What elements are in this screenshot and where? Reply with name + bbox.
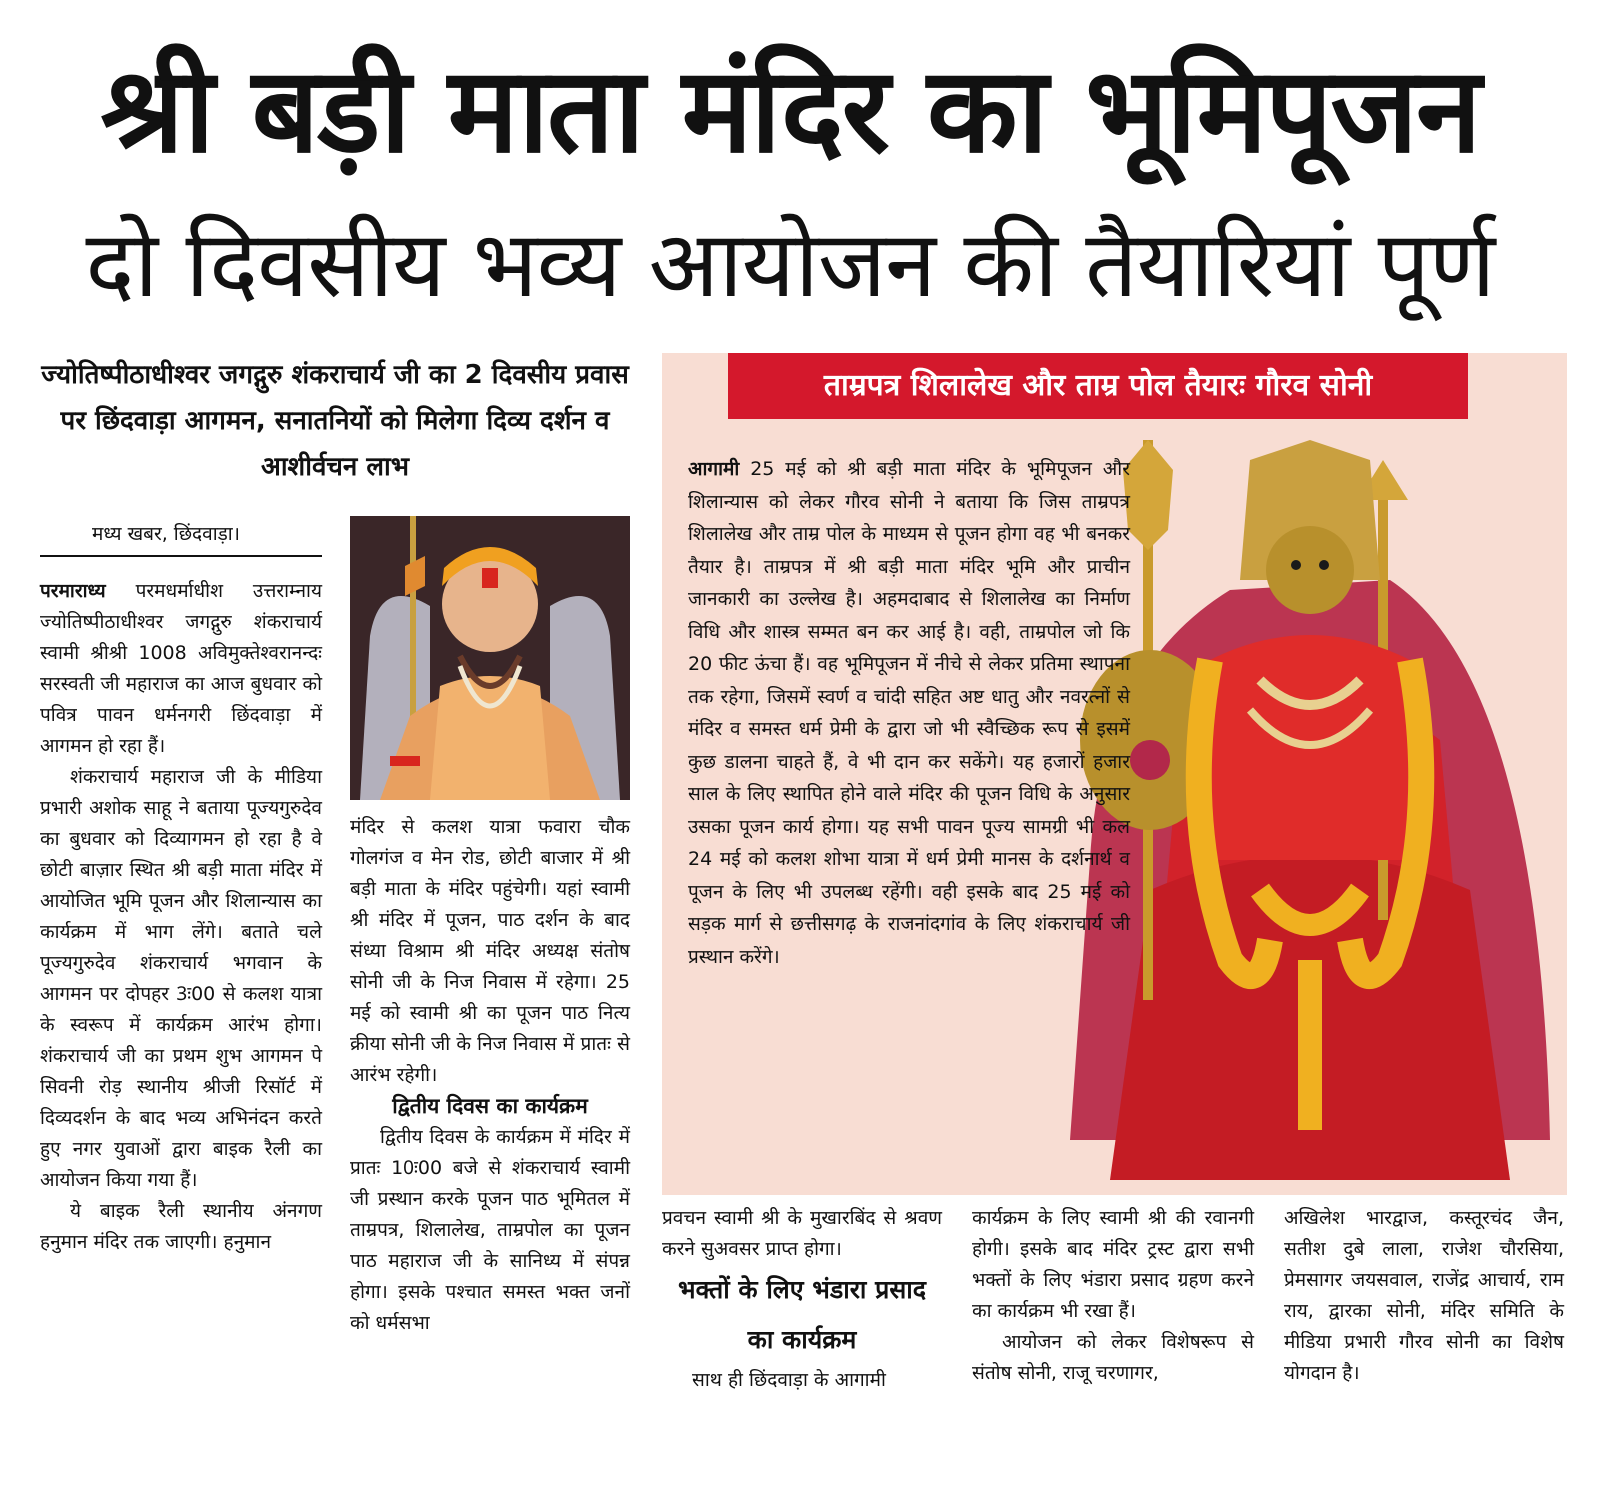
lead-word: परमाराध्य	[40, 580, 106, 602]
article-column-3	[662, 1203, 942, 1396]
section-subtitle: द्वितीय दिवस का कार्यक्रम	[392, 1094, 588, 1118]
paragraph: अखिलेश भारद्वाज, कस्तूरचंद जैन, सतीश दुबे लाला, राजेश चौरसिया, प्रेमसागर जयसवाल, राजेंद्र आचार्य, राम राय, द्वारका सोनी, मंदिर समिति के मीडिया प्रभारी गौरव सोनी का विशेष योगदान है।	[1284, 1207, 1564, 1384]
paragraph	[40, 576, 322, 762]
article-column-2	[350, 812, 630, 1339]
secondary-headline: दो दिवसीय भव्य आयोजन की तैयारियां पूर्ण	[85, 211, 1495, 318]
dateline-rule	[40, 555, 322, 557]
sidebar-banner: ताम्रपत्र शिलालेख और ताम्र पोल तैयारः गौरव सोनी	[728, 353, 1468, 419]
subheadline: ज्योतिष्पीठाधीश्वर जगद्गुरु शंकराचार्य जी का 2 दिवसीय प्रवास पर छिंदवाड़ा आगमन, सनातनियों को मिलेगा दिव्य दर्शन व आशीर्वचन लाभ	[41, 360, 629, 482]
paragraph: प्रवचन स्वामी श्री के मुखारबिंद से श्रवण करने सुअवसर प्राप्त होगा।	[662, 1207, 942, 1260]
paragraph: द्वितीय दिवस के कार्यक्रम में मंदिर में प्रातः 10ः00 बजे से शंकराचार्य स्वामी जी प्रस्थान करके पूजन पाठ भूमितल में ताम्रपत्र, शिलालेख, ताम्रपोल का पूजन पाठ महाराज जी के सानिध्य में संपन्न होगा। इसके पश्चात समस्त भक्त जनों को धर्मसभा	[350, 1126, 630, 1334]
paragraph: मंदिर से कलश यात्रा फवारा चौक गोलगंज व मेन रोड, छोटी बाजार में श्री बड़ी माता के मंदिर पहुंचेगी। यहां स्वामी श्री मंदिर में पूजन, पाठ दर्शन के बाद संध्या विश्राम श्री मंदिर अध्यक्ष संतोष सोनी जी के निज निवास में रहेगा। 25 मई को स्वामी श्री का पूजन पाठ नित्य क्रीया सोनी जी के निज निवास में प्रातः से आरंभ रहेगी।	[350, 816, 630, 1086]
section-subtitle: भक्तों के लिए भंडारा प्रसाद का कार्यक्रम	[678, 1275, 926, 1354]
paragraph	[688, 453, 1130, 973]
paragraph: साथ ही छिंदवाड़ा के आगामी	[692, 1369, 886, 1391]
shankaracharya-photo	[350, 516, 630, 800]
paragraph: शंकराचार्य महाराज जी के मीडिया प्रभारी अशोक साहू ने बताया पूज्यगुरुदेव का बुधवार को दिव्यागमन हो रहा है वे छोटी बाज़ार स्थित श्री बड़ी माता मंदिर में आयोजित भूमि पूजन और शिलान्यास का कार्यक्रम में भाग लेंगे। बताते चले पूज्यगुरुदेव शंकराचार्य भगवान के आगमन पर दोपहर 3ः00 से कलश यात्रा के स्वरूप में कार्यक्रम आरंभ होगा। शंकराचार्य जी का प्रथम शुभ आगमन पे सिवनी रोड़ स्थानीय श्रीजी रिसॉर्ट में दिव्यदर्शन के बाद भव्य अभिनंदन करते हुए नगर युवाओं द्वारा बाइक रैली का आयोजन किया गया हैं।	[40, 766, 322, 1191]
shankaracharya-illustration	[350, 516, 630, 800]
lead-word: आगामी	[688, 458, 740, 480]
paragraph-text: 25 मई को श्री बड़ी माता मंदिर के भूमिपूजन और शिलान्यास को लेकर गौरव सोनी ने बताया कि जिस ताम्रपत्र शिलालेख और ताम्र पोल के माध्यम से पूजन होगा वह भी बनकर तैयार है। ताम्रपत्र में श्री बड़ी माता मंदिर भूमि और प्राचीन जानकारी का उल्लेख है। अहमदाबाद से शिलालेख का निर्माण विधि और शास्त्र सम्मत बन कर आई है। वही, ताम्रपोल जो कि 20 फीट ऊंचा हैं। वह भूमिपूजन में नीचे से लेकर प्रतिमा स्थापना तक रहेगा, जिसमें स्वर्ण व चांदी सहित अष्ट धातु और नवरत्नों से मंदिर व समस्त धर्म प्रेमी के द्वारा जो भी स्वैच्छिक रूप से इसमें कुछ डालना चाहते हैं, वे भी दान कर सकेंगे। यह हजारों हजार साल के लिए स्थापित होने वाले मंदिर की पूजन विधि के अनुसार उसका पूजन कार्य होगा। यह सभी पावन पूज्य सामग्री भी कल 24 मई को कलश शोभा यात्रा में धर्म प्रेमी मानस के दर्शनार्थ व पूजन के लिए भी उपलब्ध रहेंगी। वही इसके बाद 25 मई को सड़क मार्ग से छत्तीसगढ़ के राजनांदगांव के लिए शंकराचार्य जी प्रस्थान करेंगे।	[688, 458, 1131, 968]
idol-illustration	[1060, 440, 1560, 1190]
dateline: मध्य खबर, छिंदवाड़ा।	[92, 523, 240, 545]
paragraph: कार्यक्रम के लिए स्वामी श्री की रवानगी होगी। इसके बाद मंदिर ट्रस्ट द्वारा सभी भक्तों के लिए भंडारा प्रसाद ग्रहण करने का कार्यक्रम भी रखा हैं।	[972, 1207, 1254, 1322]
main-headline: श्री बड़ी माता मंदिर का भूमिपूजन	[100, 41, 1480, 179]
paragraph: आयोजन को लेकर विशेषरूप से संतोष सोनी, राजू चरणागर,	[972, 1331, 1254, 1384]
article-column-5	[1284, 1203, 1564, 1389]
sidebar-article	[688, 453, 1130, 973]
article-column-1	[40, 576, 322, 1258]
paragraph: ये बाइक रैली स्थानीय अंनगण हनुमान मंदिर तक जाएगी। हनुमान	[40, 1200, 322, 1253]
bari-mata-idol-photo	[1060, 440, 1560, 1190]
paragraph-text: परमधर्माधीश उत्तराम्नाय ज्योतिष्पीठाधीश्वर जगद्गुरु शंकराचार्य स्वामी श्रीश्री 1008 अविमुक्तेश्वरानन्दः सरस्वती जी महाराज का आज बुधवार को पवित्र पावन धर्मनगरी छिंदवाड़ा में आगमन हो रहा हैं।	[40, 580, 322, 757]
article-column-4	[972, 1203, 1254, 1389]
